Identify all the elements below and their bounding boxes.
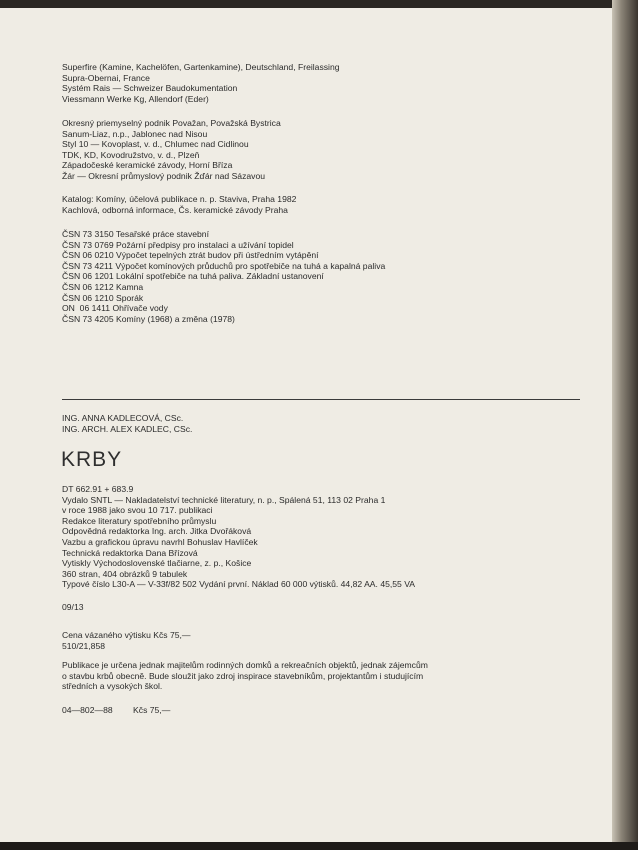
author-line: ING. ARCH. ALEX KADLEC, CSc. xyxy=(62,423,193,434)
supplier-line: Západočeské keramické závody, Horní Bříza xyxy=(62,160,233,171)
imprint-line: v roce 1988 jako svou 10 717. publikaci xyxy=(62,505,213,516)
catalog-references xyxy=(62,194,582,215)
standards-list xyxy=(62,229,582,324)
standard-line: ČSN 73 0769 Požární předpisy pro instalaci a užívání topidel xyxy=(62,239,294,250)
imprint-line: Typové číslo L30-A — V-33f/82 502 Vydání první. Náklad 60 000 výtisků. 44,82 AA. 45,55 VA xyxy=(62,579,416,590)
standard-line: ČSN 73 3150 Tesařské práce stavební xyxy=(62,229,209,239)
audience-line: Publikace je určena jednak majitelům rodinných domků a rekreačních objektů, jednak zájemcům xyxy=(62,660,428,670)
imprint-line: DT 662.91 + 683.9 xyxy=(62,484,134,494)
page-edge-shadow xyxy=(612,0,638,850)
author-line: ING. ANNA KADLECOVÁ, CSc. xyxy=(62,413,184,423)
price-line: 510/21,858 xyxy=(62,640,106,651)
price-line: Cena vázaného výtisku Kčs 75,— xyxy=(62,630,191,640)
standard-line: ČSN 06 1201 Lokální spotřebiče na tuhá paliva. Základní ustanovení xyxy=(62,271,324,282)
supplier-line: Viessmann Werke Kg, Allendorf (Eder) xyxy=(62,93,209,104)
supplier-line: Sanum-Liaz, n.p., Jablonec nad Nisou xyxy=(62,128,208,139)
suppliers-list-foreign xyxy=(62,62,582,104)
print-code: 09/13 xyxy=(62,602,84,612)
standard-line: ČSN 06 1212 Kamna xyxy=(62,281,144,292)
standard-line: ČSN 06 0210 Výpočet tepelných ztrát budov při ústředním vytápění xyxy=(62,250,319,261)
authors xyxy=(62,413,582,434)
imprint-line: Redakce literatury spotřebního průmyslu xyxy=(62,515,217,526)
footer-code: 04—802—88 xyxy=(62,705,113,715)
supplier-line: Systém Rais — Schweizer Baudokumentation xyxy=(62,83,238,94)
imprint-line: 360 stran, 404 obrázků 9 tabulek xyxy=(62,568,188,579)
imprint xyxy=(62,484,582,590)
bottom-edge-shadow xyxy=(0,842,638,850)
imprint-line: Vazbu a grafickou úpravu navrhl Bohuslav Havlíček xyxy=(62,536,258,547)
supplier-line: Žár — Okresní průmyslový podnik Žďár nad Sázavou xyxy=(62,170,266,181)
price-block xyxy=(62,630,582,651)
supplier-line: Supra-Obernai, France xyxy=(62,72,150,83)
imprint-line: Vytiskly Východoslovenské tlačiarne, z. p., Košice xyxy=(62,558,252,569)
footer-line xyxy=(62,705,582,716)
section-divider xyxy=(62,399,580,400)
catalog-line: Kachlová, odborná informace, Čs. keramické závody Praha xyxy=(62,204,288,215)
supplier-line: Okresný priemyselný podnik Považan, Považská Bystrica xyxy=(62,118,281,128)
standard-line: ČSN 73 4205 Komíny (1968) a změna (1978) xyxy=(62,313,235,324)
imprint-line: Technická redaktorka Dana Břízová xyxy=(62,547,198,558)
imprint-line: Vydalo SNTL — Nakladatelství technické literatury, n. p., Spálená 51, 113 02 Praha 1 xyxy=(62,494,386,505)
suppliers-list-domestic xyxy=(62,118,582,182)
supplier-line: Styl 10 — Kovoplast, v. d., Chlumec nad Cidlinou xyxy=(62,139,249,150)
audience-line: o stavbu krbů obecně. Bude sloužit jako zdroj inspirace stavebníkům, projektantům i studujícím xyxy=(62,670,424,681)
supplier-line: Superfire (Kamine, Kachelöfen, Gartenkamine), Deutschland, Freilassing xyxy=(62,62,340,72)
footer-price: Kčs 75,— xyxy=(133,705,171,715)
supplier-line: TDK, KD, Kovodružstvo, v. d., Plzeň xyxy=(62,149,200,160)
audience-note xyxy=(62,660,582,692)
standard-line: ČSN 06 1210 Sporák xyxy=(62,292,144,303)
audience-line: středních a vysokých škol. xyxy=(62,681,163,692)
book-page xyxy=(0,8,612,842)
standard-line: ČSN 73 4211 Výpočet komínových průduchů pro spotřebiče na tuhá a kapalná paliva xyxy=(62,260,386,271)
standard-line: ON 06 1411 Ohřívače vody xyxy=(62,303,168,314)
book-title: KRBY xyxy=(61,448,123,471)
imprint-line: Odpovědná redaktorka Ing. arch. Jitka Dvořáková xyxy=(62,526,252,537)
catalog-line: Katalog: Komíny, účelová publikace n. p. Staviva, Praha 1982 xyxy=(62,194,297,204)
